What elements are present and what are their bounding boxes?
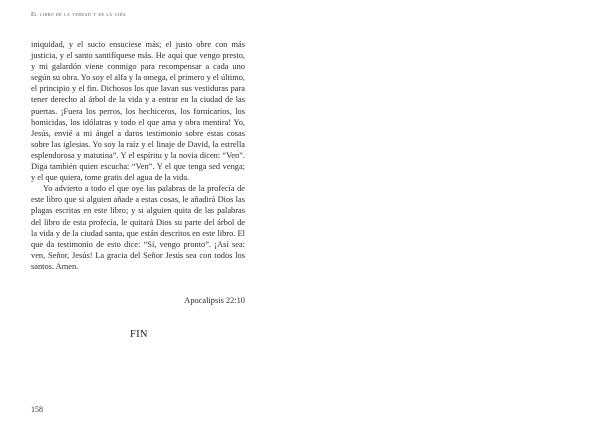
scripture-citation: Apocalipsis 22:10 bbox=[184, 296, 245, 305]
end-mark: FIN bbox=[130, 329, 148, 340]
paragraph-1: iniquidad, y el sucio ensuciese más; el justo obre con más justicia, y el santo santifíquese más. He aquí que vengo presto, y mi galardón viene conmigo para recompensar a cada uno según su obra. Yo soy el alfa y la omega, el primero y el último, el principio y el fin. Dichosos los que lavan sus vestiduras para tener derecho al árbol de la vida y a entrar en la ciudad de las puertas. ¡Fuera los perros, los hechiceros, los fornicarios, los homicidas, los idólatras y todo el que ama y obra mentira! Yo, Jesús, envié a mi ángel a daros testimonio sobre estas cosas sobre las iglesias. Yo soy la raíz y el linaje de David, la estrella esplendorosa y matutina”. Y el espíritu y la novia dicen: “Ven”. Diga también quien escucha: “Ven”. Y el que tenga sed venga; y el que quiera, tome gratis del agua de la vida. bbox=[31, 40, 245, 183]
body-text bbox=[31, 39, 245, 272]
running-head: El libro de la verdad y de la vida bbox=[31, 11, 127, 18]
paragraph-2: Yo advierto a todo el que oye las palabras de la profecía de este libro que si alguien añade a estas cosas, le añadirá Dios las plagas escritas en este libro; y si alguien quita de las palabras del libro de esta profecía, le quitará Dios su parte del árbol de la vida y de la ciudad santa, que están descritos en este libro. El que da testimonio de esto dice: “Sí, vengo pronto”. ¡Así sea: ven, Señor, Jesús! La gracia del Señor Jesús sea con todos los santos. Amen. bbox=[31, 184, 245, 271]
page-number: 158 bbox=[31, 405, 43, 414]
